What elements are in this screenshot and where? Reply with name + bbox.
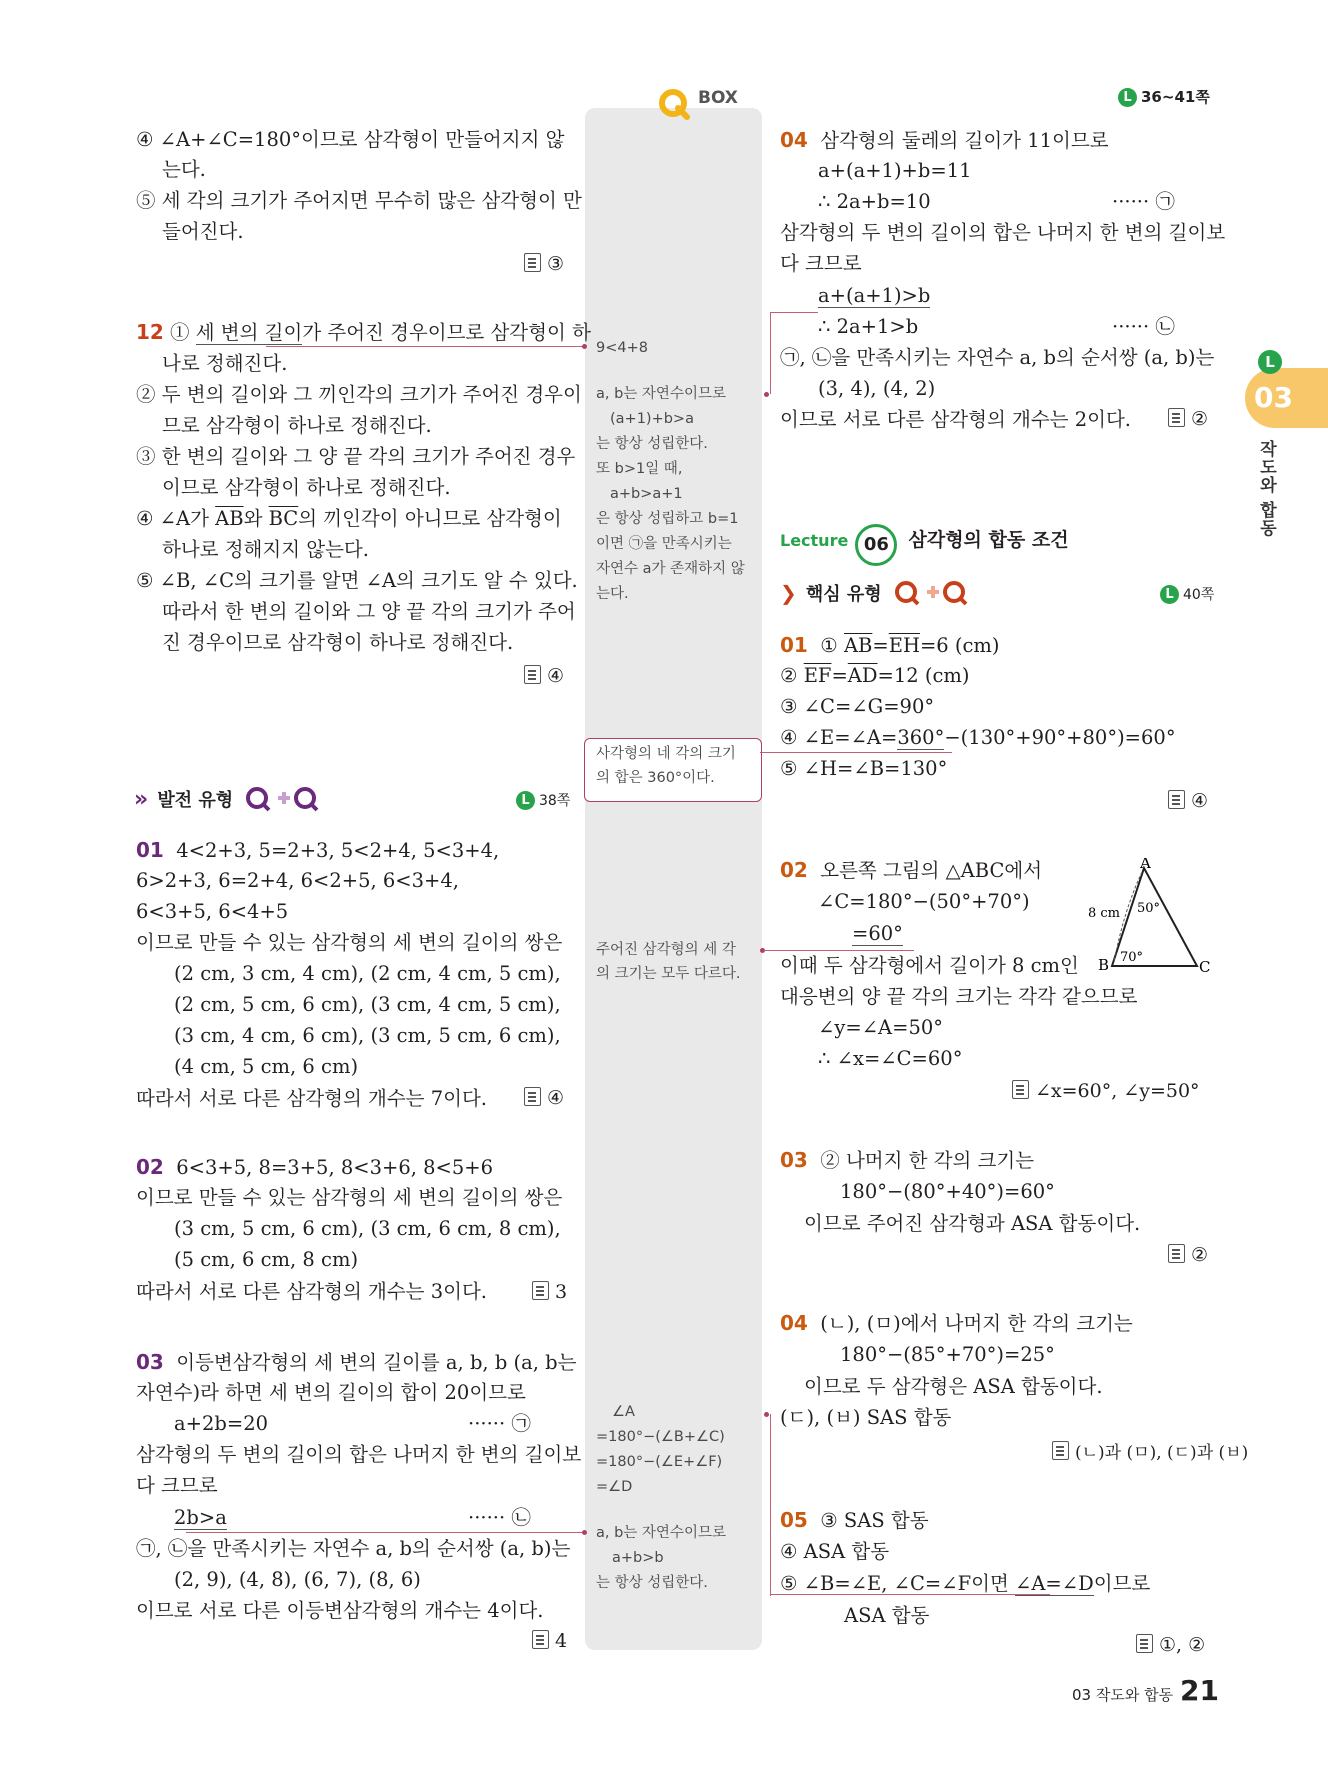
core-title: 핵심 유형 (805, 584, 882, 605)
answer: ④ (524, 665, 564, 687)
note-5c: =180°−(∠E+∠F) (596, 1454, 723, 1470)
q01-line8: (4 cm, 5 cm, 6 cm) (174, 1055, 359, 1078)
c05-line2: ④ ASA 합동 (780, 1540, 890, 1563)
q01-line7: (3 cm, 4 cm, 6 cm), (3 cm, 5 cm, 6 cm), (174, 1024, 561, 1047)
note-2i: 는다. (596, 586, 629, 602)
vertex-a-label: A (1140, 858, 1151, 872)
answer: ∠x=60°, ∠y=50° (1012, 1080, 1200, 1102)
c03-line3: 이므로 주어진 삼각형과 ASA 합동이다. (804, 1212, 1141, 1235)
note-4b: 의 크기는 모두 다르다. (596, 966, 741, 982)
c01-line5: ⑤ ∠H=∠B=130° (780, 757, 948, 780)
c04-tag2: ······ ㉡ (1112, 315, 1175, 338)
q01-line1: 01 4<2+3, 5=2+3, 5<2+4, 5<3+4, (136, 838, 500, 862)
q12-line6: 이므로 삼각형이 하나로 정해진다. (162, 476, 451, 499)
c04b-line2: 180°−(85°+70°)=25° (840, 1343, 1055, 1366)
question-number: 05 (780, 1508, 808, 1532)
q12-line7: ④ ∠A가 $\overline{AB}$와 $\overline{BC}$의 끼인각이 아니므로 삼각형이 (136, 507, 562, 530)
c02-line1: 02 오른쪽 그림의 △ABC에서 (780, 858, 1043, 882)
c02-line7: ∴ ∠x=∠C=60° (818, 1047, 963, 1070)
header-page-ref: L 36~41쪽 (1118, 86, 1210, 107)
q03-line2: 자연수)라 하면 세 변의 길이의 합이 20이므로 (136, 1381, 526, 1404)
c04-line2: a+(a+1)+b=11 (818, 159, 972, 182)
q12-line8: 하나로 정해지지 않는다. (162, 538, 369, 561)
lecture-heading (780, 524, 1069, 566)
q03-line7: ㉠, ㉡을 만족시키는 자연수 a, b의 순서쌍 (a, b)는 (136, 1537, 571, 1560)
advanced-page-ref: L 38쪽 (516, 790, 570, 810)
answer: (ㄴ)과 (ㅁ), (ㄷ)과 (ㅂ) (1052, 1438, 1248, 1463)
box-label: BOX (698, 88, 738, 108)
answer: ④ (1168, 790, 1208, 812)
note-6a: a, b는 자연수이므로 (596, 1525, 726, 1541)
colA-p4a: ④ ∠A+∠C=180°이므로 삼각형이 만들어지지 않 (136, 128, 565, 151)
c04-line3: ∴ 2a+b=10 (818, 190, 931, 213)
c01-line2: ② $\overline{EF}=\overline{AD}=12$ (cm) (780, 664, 970, 687)
connector-dot (582, 344, 587, 349)
note-2h: 자연수 a가 존재하지 않 (596, 561, 745, 577)
lecture-number: 06 (855, 524, 897, 566)
note-3a: 사각형의 네 각의 크기 (596, 746, 736, 762)
answer-icon (1012, 1080, 1029, 1099)
q03-tag2: ······ ㉡ (468, 1506, 531, 1529)
q03-line4: 삼각형의 두 변의 길이의 합은 나머지 한 변의 길이보 (136, 1443, 582, 1466)
q12-line10: 따라서 한 변의 길이와 그 양 끝 각의 크기가 주어 (162, 600, 576, 623)
q01-line5: (2 cm, 3 cm, 4 cm), (2 cm, 4 cm, 5 cm), (174, 962, 561, 985)
answer: ③ (524, 253, 564, 275)
angle-b-label: 70° (1120, 950, 1144, 965)
q01-line9: 따라서 서로 다른 삼각형의 개수는 7이다. (136, 1087, 487, 1110)
q03-line8: (2, 9), (4, 8), (6, 7), (8, 6) (174, 1568, 421, 1591)
note-2c: 는 항상 성립한다. (596, 436, 708, 452)
c05-line1: 05 ③ SAS 합동 (780, 1508, 929, 1532)
colA-p5b: 들어진다. (162, 220, 244, 243)
q03-line5: 다 크므로 (136, 1474, 218, 1497)
q02-line2: 이므로 만들 수 있는 삼각형의 세 변의 길이의 쌍은 (136, 1186, 563, 1209)
connector-dot (582, 1530, 587, 1535)
core-heading (780, 578, 971, 608)
q01-line2: 6>2+3, 6=2+4, 6<2+5, 6<3+4, (136, 869, 459, 892)
answer-icon (524, 1087, 541, 1106)
note-2f: 은 항상 성립하고 b=1 (596, 511, 739, 527)
note-5d: =∠D (596, 1479, 633, 1495)
answer-icon (1168, 408, 1185, 427)
q03-tag1: ······ ㉠ (468, 1412, 531, 1435)
page-number: 21 (1180, 1674, 1219, 1707)
q02-line1: 02 6<3+5, 8=3+5, 8<3+6, 8<5+6 (136, 1155, 494, 1179)
answer-icon (1168, 1244, 1185, 1263)
q03-line9: 이므로 서로 다른 이등변삼각형의 개수는 4이다. (136, 1599, 544, 1622)
side-tab-title: 작도와 합동 (1256, 440, 1276, 537)
answer: 4 (532, 1630, 567, 1652)
q12-line3: ② 두 변의 길이와 그 끼인각의 크기가 주어진 경우이 (136, 383, 582, 406)
question-number: 04 (780, 128, 808, 152)
side-tab-letter: L (1258, 350, 1282, 374)
q01-line6: (2 cm, 5 cm, 6 cm), (3 cm, 4 cm, 5 cm), (174, 993, 561, 1016)
answer-icon (1136, 1634, 1153, 1653)
c04b-line3: 이므로 두 삼각형은 ASA 합동이다. (804, 1375, 1103, 1398)
c05-line3: ⑤ ∠B=∠E, ∠C=∠F이면 ∠A=∠D이므로 (780, 1572, 1151, 1595)
c04-line9: (3, 4), (4, 2) (818, 377, 936, 400)
q02-line3: (3 cm, 5 cm, 6 cm), (3 cm, 6 cm, 8 cm), (174, 1217, 561, 1240)
note-3b: 의 합은 360°이다. (596, 770, 715, 786)
lecture-word: Lecture (780, 531, 849, 550)
note-4a: 주어진 삼각형의 세 각 (596, 942, 736, 958)
answer: ④ (524, 1087, 564, 1109)
connector-line (760, 752, 952, 753)
c04-line8: ㉠, ㉡을 만족시키는 자연수 a, b의 순서쌍 (a, b)는 (780, 346, 1215, 369)
q12-line11: 진 경우이므로 삼각형이 하나로 정해진다. (162, 631, 514, 654)
question-number: 02 (780, 858, 808, 882)
c04-line6: a+(a+1)>b (818, 284, 931, 307)
vertex-c-label: C (1199, 958, 1211, 976)
q-plus-q-icon (893, 578, 971, 608)
colA-p5a: ⑤ 세 각의 크기가 주어지면 무수히 많은 삼각형이 만 (136, 189, 582, 212)
question-number: 12 (136, 320, 164, 344)
q12-line2: 나로 정해진다. (162, 352, 288, 375)
c01-line4: ④ ∠E=∠A=360°−(130°+90°+80°)=60° (780, 726, 1176, 749)
note-2b: (a+1)+b>a (610, 411, 694, 427)
note-2g: 이면 ㉠을 만족시키는 (596, 536, 732, 552)
advanced-heading (134, 784, 322, 814)
q03-line3: a+2b=20 (174, 1412, 269, 1435)
l-icon: L (1160, 585, 1179, 604)
note-2a: a, b는 자연수이므로 (596, 386, 726, 402)
connector-line (764, 950, 914, 951)
l-icon: L (1118, 88, 1137, 107)
footer-chapter: 03 작도와 합동 (1072, 1686, 1174, 1704)
answer-icon (524, 665, 541, 684)
q02-line4: (5 cm, 6 cm, 8 cm) (174, 1248, 359, 1271)
c04b-line1: 04 (ㄴ), (ㅁ)에서 나머지 한 각의 크기는 (780, 1311, 1133, 1335)
core-page-ref: L 40쪽 (1160, 584, 1214, 604)
colA-p4b: 는다. (162, 158, 206, 181)
c02-line5: 대응변의 양 끝 각의 크기는 각각 같으므로 (780, 985, 1138, 1008)
box-logo (656, 86, 692, 126)
q-logo-icon (656, 86, 692, 122)
question-number: 04 (780, 1311, 808, 1335)
chevron-right-icon: ❯ (780, 581, 797, 605)
note-1: 9<4+8 (596, 340, 648, 356)
side-tab-number: 03 (1254, 381, 1293, 414)
answer: ② (1168, 1244, 1208, 1266)
answer-icon (524, 253, 541, 272)
c02-line2: ∠C=180°−(50°+70°) (818, 890, 1030, 913)
note-6b: a+b>b (612, 1550, 664, 1566)
question-number: 03 (780, 1148, 808, 1172)
c02-line6: ∠y=∠A=50° (818, 1016, 944, 1039)
c04-line1: 04 삼각형의 둘레의 길이가 11이므로 (780, 128, 1109, 152)
connector-line (266, 346, 586, 347)
q01-line4: 이므로 만들 수 있는 삼각형의 세 변의 길이의 쌍은 (136, 931, 563, 954)
connector-dot (764, 392, 769, 397)
connector-line (770, 1414, 771, 1596)
c04b-line4: (ㄷ), (ㅂ) SAS 합동 (780, 1406, 952, 1429)
note-2e: a+b>a+1 (610, 486, 683, 502)
question-number: 01 (780, 633, 808, 657)
q02-line5: 따라서 서로 다른 삼각형의 개수는 3이다. (136, 1280, 487, 1303)
q01-line3: 6<3+5, 6<4+5 (136, 900, 289, 923)
lecture-title: 삼각형의 합동 조건 (908, 529, 1069, 551)
connector-line (186, 1532, 582, 1533)
answer-icon (1168, 790, 1185, 809)
c04-line10: 이므로 서로 다른 삼각형의 개수는 2이다. (780, 408, 1131, 431)
angle-a-label: 50° (1137, 901, 1161, 916)
q12-line5: ③ 한 변의 길이와 그 양 끝 각의 크기가 주어진 경우 (136, 445, 576, 468)
question-number: 01 (136, 838, 164, 862)
connector-line (770, 312, 818, 313)
note-2d: 또 b>1일 때, (596, 461, 683, 477)
q03-line6: 2b>a (174, 1506, 227, 1529)
double-chevron-icon: » (134, 787, 149, 812)
connector-dot (764, 1412, 769, 1417)
advanced-title: 발전 유형 (157, 790, 234, 811)
c02-line4: 이때 두 삼각형에서 길이가 8 cm인 (780, 954, 1079, 977)
triangle-figure (1080, 858, 1230, 978)
q12-line1: 12 ① 세 변의 길이가 주어진 경우이므로 삼각형이 하 (136, 320, 591, 344)
l-icon: L (516, 791, 535, 810)
note-6c: 는 항상 성립한다. (596, 1575, 708, 1591)
answer-icon (1052, 1441, 1069, 1460)
side-length-label: 8 cm (1088, 906, 1121, 921)
question-number: 02 (136, 1155, 164, 1179)
connector-line (770, 312, 771, 394)
q03-line1: 03 이등변삼각형의 세 변의 길이를 a, b, b (a, b는 (136, 1350, 577, 1374)
c02-line3: =60° (852, 922, 903, 945)
answer-icon (532, 1281, 549, 1300)
c05-line4: ASA 합동 (844, 1604, 930, 1627)
answer: ② (1168, 408, 1208, 430)
answer: ①, ② (1136, 1634, 1205, 1656)
q12-line4: 므로 삼각형이 하나로 정해진다. (162, 414, 432, 437)
answer-icon (532, 1630, 549, 1649)
c01-line3: ③ ∠C=∠G=90° (780, 695, 935, 718)
note-5a: ∠A (612, 1404, 635, 1420)
vertex-b-label: B (1098, 956, 1110, 974)
note-5b: =180°−(∠B+∠C) (596, 1429, 725, 1445)
c03-line1: 03 ② 나머지 한 각의 크기는 (780, 1148, 1035, 1172)
c01-line1: 01 ① $\overline{AB}=\overline{EH}=6$ (cm) (780, 633, 1000, 657)
q12-line9: ⑤ ∠B, ∠C의 크기를 알면 ∠A의 크기도 알 수 있다. (136, 569, 578, 592)
question-number: 03 (136, 1350, 164, 1374)
c04-line7: ∴ 2a+1>b (818, 315, 919, 338)
answer: 3 (532, 1281, 567, 1303)
c04-tag1: ······ ㉠ (1112, 190, 1175, 213)
c04-line4: 삼각형의 두 변의 길이의 합은 나머지 한 변의 길이보 (780, 221, 1226, 244)
q-plus-q-icon (244, 784, 322, 814)
c03-line2: 180°−(80°+40°)=60° (840, 1180, 1055, 1203)
c04-line5: 다 크므로 (780, 252, 862, 275)
